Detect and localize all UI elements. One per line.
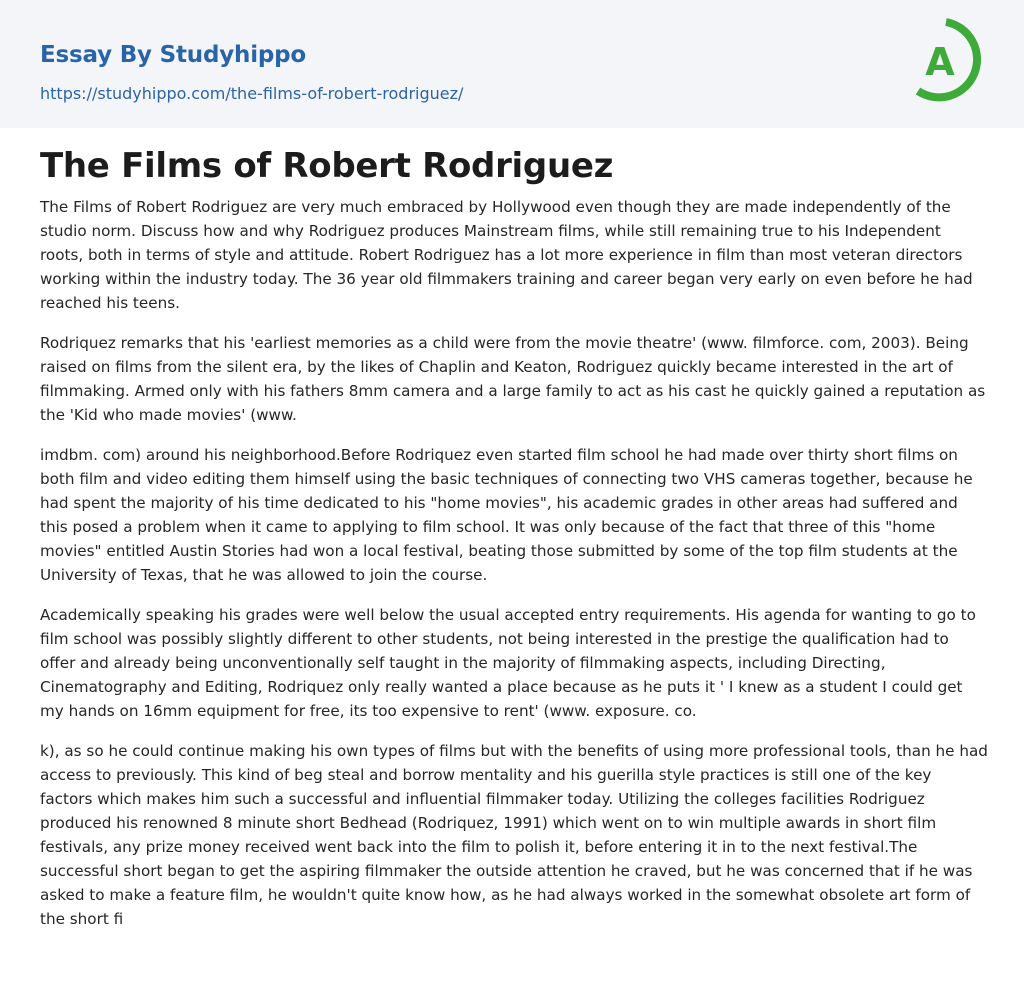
page-title: The Films of Robert Rodriguez [40, 146, 614, 186]
studyhippo-logo-icon[interactable] [910, 18, 988, 106]
logo-letter: A [925, 40, 955, 84]
site-brand[interactable]: Essay By Studyhippo [40, 42, 307, 68]
essay-paragraph-3: imdbm. com) around his neighborhood.Before Rodriquez even started film school he had made over thirty short films on both film and video editing them himself using the basic techniques of connecting two VHS cameras together, because he had spent the majority of his time dedicated to his "home movies", his academic grades in other areas had suffered and this posed a problem when it came to applying to film school. It was only because of the fact that three of this "home movies" entitled Austin Stories had won a local festival, beating those submitted by some of the top film students at the University of Texas, that he was allowed to join the course. [40, 446, 973, 584]
site-header [0, 0, 1024, 128]
essay-paragraph-5: k), as so he could continue making his own types of films but with the benefits of using more professional tools, than he had access to previously. This kind of beg steal and borrow mentality and his guerilla style practices is still one of the key factors which makes him such a successful and influential filmmaker today. Utilizing the colleges facilities Rodriguez produced his renowned 8 minute short Bedhead (Rodriquez, 1991) which went on to win multiple awards in short film festivals, any prize money received went back into the film to polish it, before entering it in to the next festival.The successful short began to get the aspiring filmmaker the outside attention he craved, but he was concerned that if he was asked to make a feature film, he wouldn't quite know how, as he had always worked in the somewhat obsolete art form of the short fi [40, 742, 988, 928]
essay-body [40, 195, 988, 947]
essay-paragraph-1: The Films of Robert Rodriguez are very much embraced by Hollywood even though they are made independently of the studio norm. Discuss how and why Rodriguez produces Mainstream films, while still remaining true to his Independent roots, both in terms of style and attitude. Robert Rodriguez has a lot more experience in film than most veteran directors working within the industry today. The 36 year old filmmakers training and career began very early on even before he had reached his teens. [40, 198, 973, 312]
essay-paragraph-4: Academically speaking his grades were well below the usual accepted entry requirements. His agenda for wanting to go to film school was possibly slightly different to other students, not being interested in the prestige the qualification had to offer and already being unconventionally self taught in the majority of filmmaking aspects, including Directing, Cinematography and Editing, Rodriquez only really wanted a place because as he puts it ' I knew as a student I could get my hands on 16mm equipment for free, its too expensive to rent' (www. exposure. co. [40, 606, 976, 720]
essay-url-link[interactable]: https://studyhippo.com/the-films-of-robert-rodriguez/ [40, 84, 464, 103]
essay-paragraph-2: Rodriquez remarks that his 'earliest memories as a child were from the movie theatre' (www. filmforce. com, 2003). Being raised on films from the silent era, by the likes of Chaplin and Keaton, Rodriguez quickly became interested in the art of filmmaking. Armed only with his fathers 8mm camera and a large family to act as his cast he quickly gained a reputation as the 'Kid who made movies' (www. [40, 334, 986, 424]
